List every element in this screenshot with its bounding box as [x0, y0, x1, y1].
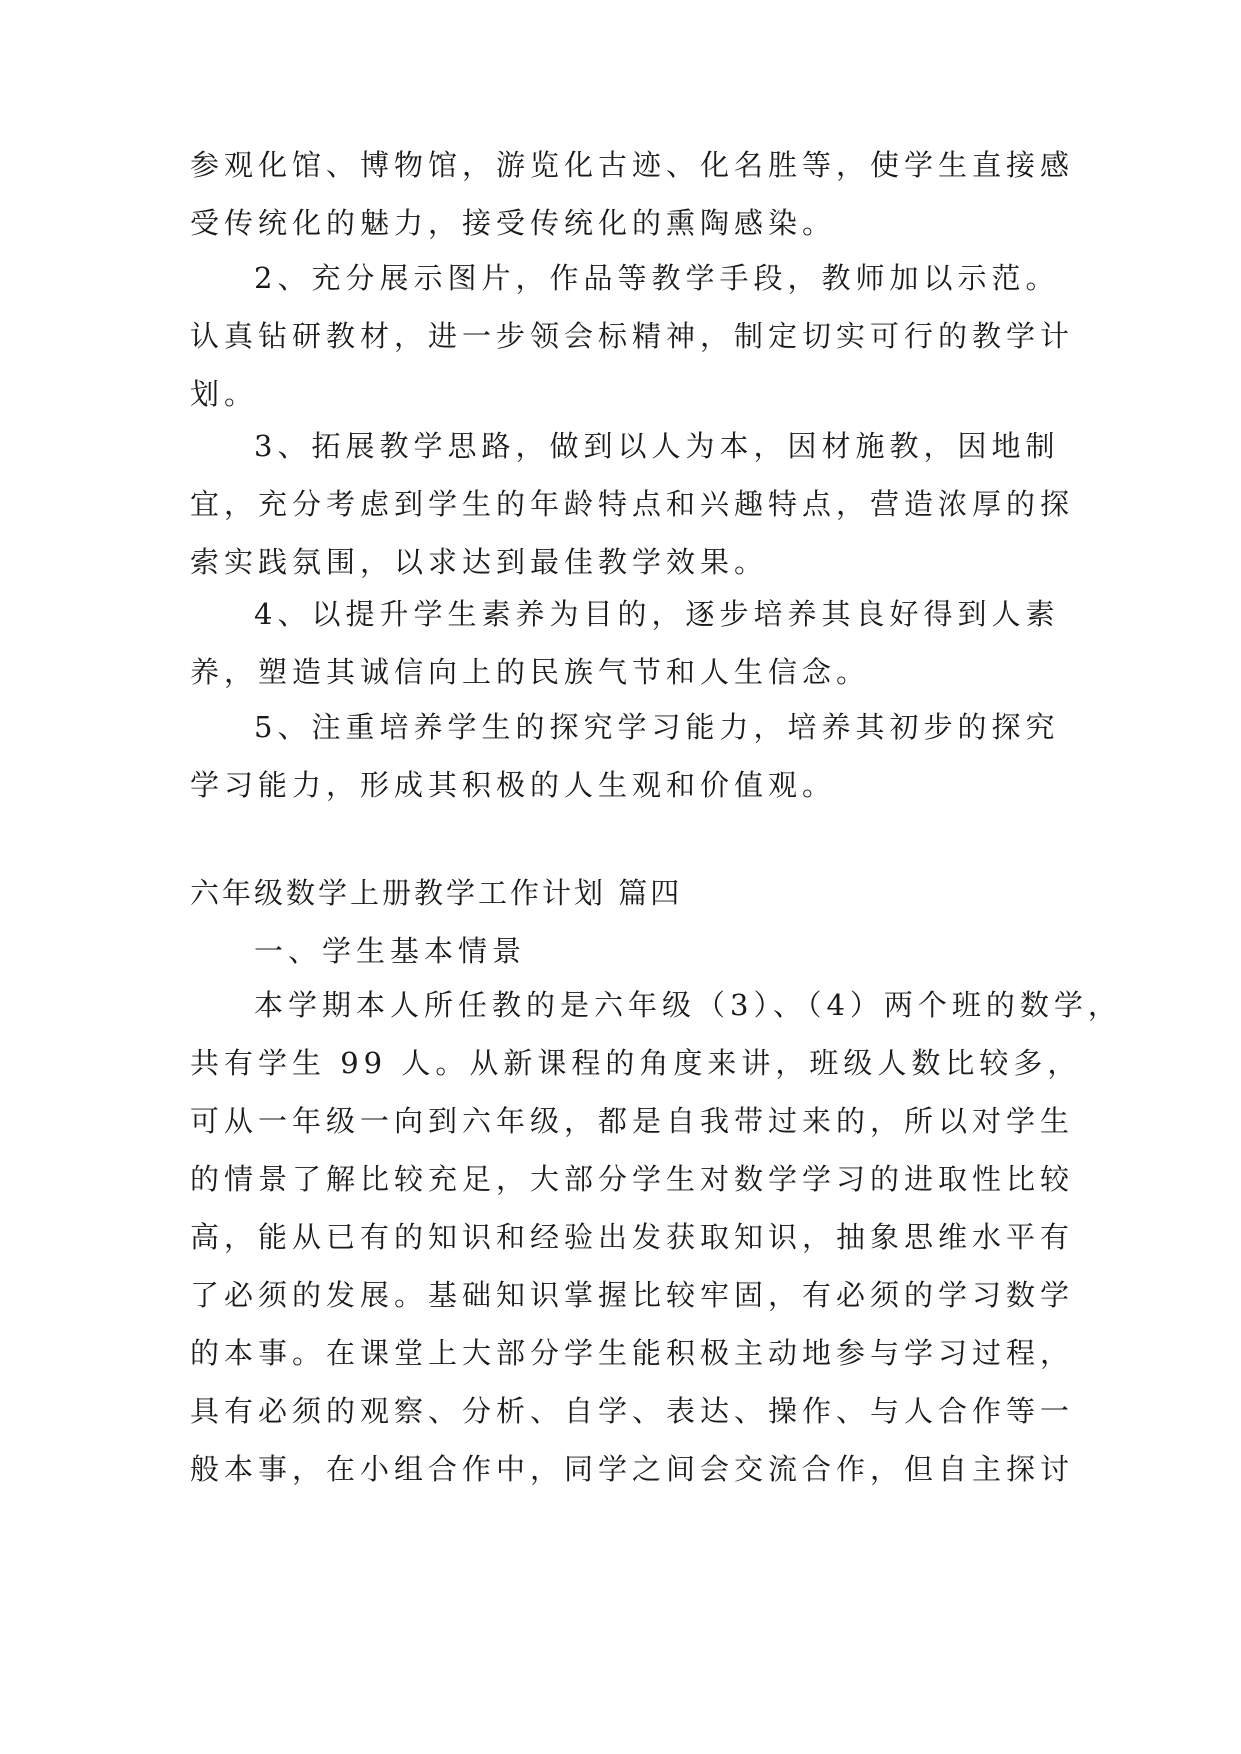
paragraph-line: 具有必须的观察、分析、自学、表达、操作、与人合作等一: [190, 1394, 1075, 1428]
continued-paragraph: [190, 136, 1075, 252]
paragraph-line: 索实践氛围，以求达到最佳教学效果。: [190, 545, 769, 579]
paragraph-line: 共有学生 99 人。从新课程的角度来讲，班级人数比较多，: [190, 1046, 1082, 1080]
section-body-paragraph: [190, 976, 1122, 1498]
paragraph-line: 高，能从已有的知识和经验出发获取知识，抽象思维水平有: [190, 1220, 1075, 1254]
paragraph-line: 2、充分展示图片，作品等教学手段，教师加以示范。: [254, 261, 1060, 295]
paragraph-line: 本学期本人所任教的是六年级（3）、（4）两个班的数学，: [254, 988, 1122, 1022]
paragraph-line: 的情景了解比较充足，大部分学生对数学学习的进取性比较: [190, 1162, 1075, 1196]
subheading-block: [190, 922, 1070, 980]
paragraph-line: 的本事。在课堂上大部分学生能积极主动地参与学习过程，: [190, 1336, 1075, 1370]
paragraph-line: 般本事，在小组合作中，同学之间会交流合作，但自主探讨: [190, 1452, 1075, 1486]
paragraph-line: 受传统化的魅力，接受传统化的熏陶感染。: [190, 206, 837, 240]
paragraph-line: 参观化馆、博物馆，游览化古迹、化名胜等，使学生直接感: [190, 148, 1075, 182]
section-title: 六年级数学上册教学工作计划 篇四: [190, 876, 683, 910]
paragraph-line: 3、拓展教学思路，做到以人为本，因材施教，因地制: [254, 429, 1060, 463]
paragraph-line: 认真钻研教材，进一步领会标精神，制定切实可行的教学计: [190, 319, 1075, 353]
subheading: 一、学生基本情景: [254, 934, 527, 968]
paragraph-line: 宜，充分考虑到学生的年龄特点和兴趣特点，营造浓厚的探: [190, 487, 1075, 521]
paragraph-line: 了必须的发展。基础知识掌握比较牢固，有必须的学习数学: [190, 1278, 1075, 1312]
paragraph-line: 养，塑造其诚信向上的民族气节和人生信念。: [190, 655, 871, 689]
paragraph-line: 可从一年级一向到六年级，都是自我带过来的，所以对学生: [190, 1104, 1075, 1138]
paragraph-line: 划。: [190, 377, 259, 411]
paragraph-line: 学习能力，形成其积极的人生观和价值观。: [190, 768, 837, 802]
paragraph-line: 5、注重培养学生的探究学习能力，培养其初步的探究: [254, 710, 1060, 744]
numbered-item-2: [190, 249, 1075, 423]
paragraph-line: 4、以提升学生素养为目的，逐步培养其良好得到人素: [254, 597, 1060, 631]
numbered-item-4: [190, 585, 1070, 701]
numbered-item-3: [190, 417, 1075, 591]
numbered-item-5: [190, 698, 1070, 814]
section-heading-block: [190, 864, 1070, 922]
